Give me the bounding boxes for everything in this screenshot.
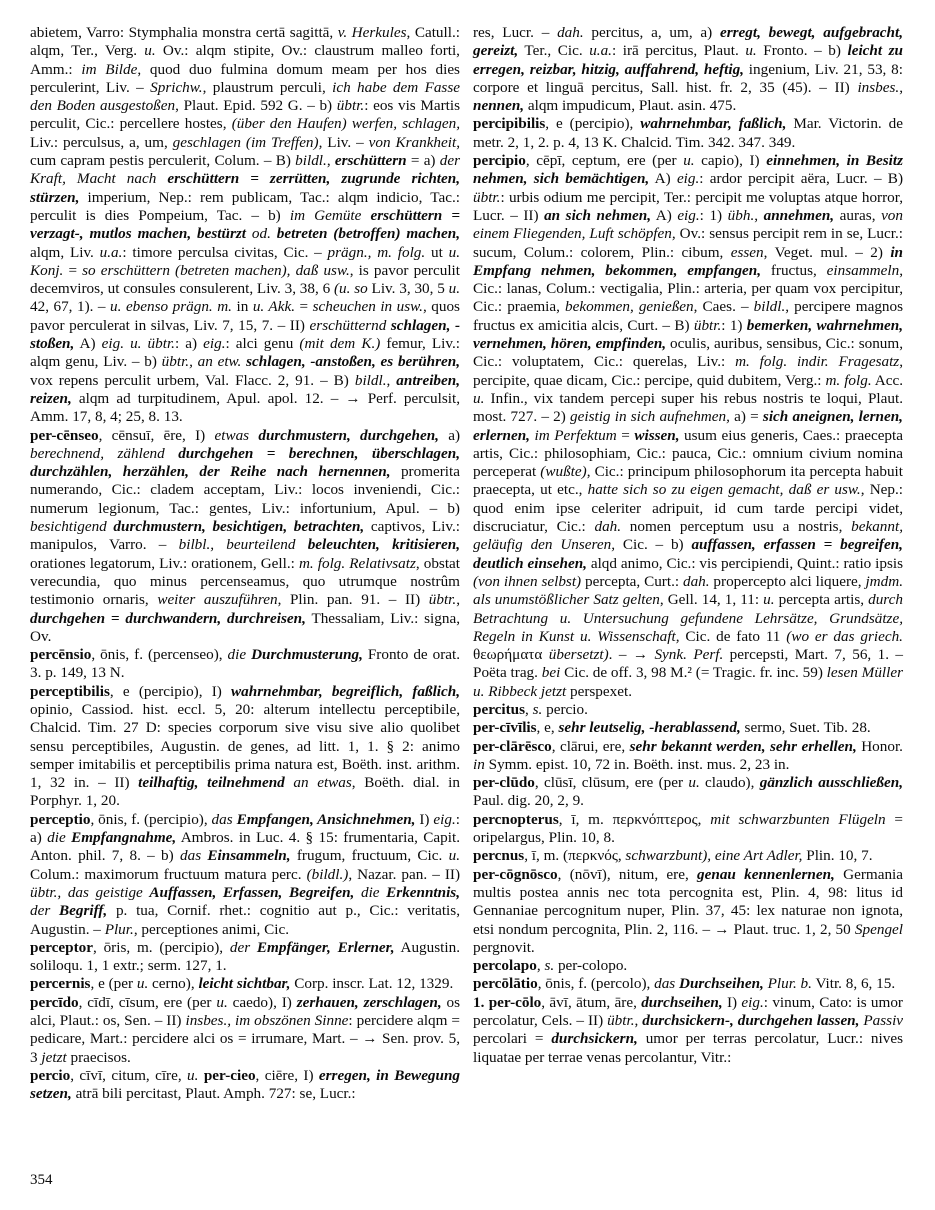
dictionary-entry: perceptio, ōnis, f. (percipio), das Empfangen, Ansichnehmen, I) eig.: a) die Empfangnahme, Ambros. in Luc. 4. § 15: frumentaria, Capit. Anton. phil. 7, 8. – b) das Einsammeln, frugum, fructuum, Cic. u. Colum.: maximorum fructuum matura perc. (bildl.), Nazar. pan. – II) übtr., das geistige Auffassen, Erfassen, Begreifen, die Erkenntnis, der Begriff, p. tua, Cornif. rhet.: cognitio aut p., Cic.: veritatis, Augustin. – Plur., perceptiones animi, Cic. bbox=[30, 810, 461, 938]
dictionary-entry: per-clūdo, clūsī, clūsum, ere (per u. claudo), gänzlich ausschließen, Paul. dig. 20, 2, 9. bbox=[473, 774, 904, 810]
left-column bbox=[30, 24, 460, 1104]
dictionary-entry: percnus, ī, m. (περκνός, schwarzbunt), eine Art Adler, Plin. 10, 7. bbox=[473, 847, 873, 865]
dictionary-entry: percipibilis, e (percipio), wahrnehmbar, faßlich, Mar. Victorin. de metr. 2, 1, 2. p. 4, 13 K. Chalcid. Tim. 342. 347. 349. bbox=[473, 115, 903, 151]
dictionary-entry: percēnsio, ōnis, f. (percenseo), die Durchmusterung, Fronto de orat. 3. p. 149, 13 N. bbox=[30, 646, 461, 682]
dictionary-entry: 1. per-cōlo, āvī, ātum, āre, durchseihen, I) eig.: vinum, Cato: is umor percolatur, Cels. – II) übtr., durchsickern-, durchgehen lassen, Passiv percolari = durchsickern, umor per terras percolatur, Lucr.: nives liquatae per terrae venas percolantur, Vitr.: bbox=[473, 993, 904, 1066]
dictionary-entry: perceptor, ōris, m. (percipio), der Empfänger, Erlerner, Augustin. soliloqu. 1, 1 extr.; serm. 127, 1. bbox=[30, 938, 460, 975]
dictionary-entry: percio, cīvī, citum, cīre, u. per-cieo, ciēre, I) erregen, in Bewegung setzen, atrā bili percitast, Plaut. Amph. 727: se, Lucr.: bbox=[30, 1066, 461, 1103]
dictionary-entry: percipio, cēpī, ceptum, ere (per u. capio), I) einnehmen, in Besitz nehmen, sich bemächtigen, A) eig.: ardor percipit aëra, Lucr. – B) übtr.: urbis odium me percipit, Ter.: percipit me voluptas atque horror, Lucr. – II) an sich nehmen, A) eig.: 1) übh., annehmen, auras, von einem Fliegenden, Luft schöpfen, Ov.: sensus percipit rem in se, Lucr.: sucum, Colum.: colorem, Plin.: cibum, essen, Veget. mul. – 2) in Empfang nehmen, bekommen, empfangen, fructus, einsammeln, Cic.: lanas, Colum.: vectigalia, Plin.: arteria, per quam vox percipitur, Cic.: praemia, bekommen, genießen, Caes. – bildl., percipere magnos fructus ex amicitia alcis, Curt. – B) übtr.: 1) bemerken, wahrnehmen, vernehmen, hören, empfinden, oculis, auribus, sensibus, Cic.: sonum, Cic.: voluptatem, Cic.: querelas, Liv.: m. folg. indir. Fragesatz, percipite, quae dicam, Cic.: percipe, quid dubitem, Verg.: m. folg. Acc. u. Infin., vix tandem percepi super his rebus nostris te loqui, Plaut. most. 727. – 2) geistig in sich aufnehmen, a) = sich aneignen, lernen, erlernen, im Perfektum = wissen, usum eius generis, Caes.: praecepta artis, Cic.: philosophiam, Cic.: pauca, Cic.: omnium civium nomina perceperat (wußte), Cic.: principum philosophorum ita percepta habuit praecepta, ut etc., hatte sich so zu eigen gemacht, daß er usw., Nep.: quod enim ipse celeriter adripuit, id cum tarde percipi videt, discruciatur, Cic.: dah. nomen perceptum usu a nostris, bekannt, geläufig den Unseren, Cic. – b) auffassen, erfassen = begreifen, deutlich einsehen, alqd animo, Cic.: vis percipiendi, Quint.: ratio ipsis (von ihnen selbst) percepta, Curt.: dah. propercepto alci liquere, jmdm. als unumstößlicher Satz gelten, Gell. 14, 1, 11: u. percepta artis, durch Betrachtung u. Untersuchung gefundene Lehrsätze, Grundsätze, Regeln in Kunst u. Wissenschaft, Cic. de fato 11 (wo er das griech. θεωρήματα übersetzt). – → Synk. Perf. percepsti, Mart. 7, 56, 1. – Poëta trag. bei Cic. de off. 3, 98 M.² (= Tragic. fr. inc. 59) lesen Müller u. Ribbeck jetzt perspexet. bbox=[473, 152, 904, 700]
dictionary-entry: per-cōgnōsco, (nōvī), nitum, ere, genau kennenlernen, Germania multis postea annis nec tota percognita est, Plin. 4, 98: litus id Gennaniae percognitum nuper, Plin. 37, 45: lex naturae non ignota, etsi nondum percognita, Plin. 2, 116. – → Plaut. truc. 1, 2, 50 Spengel pergnovit. bbox=[473, 865, 903, 956]
dictionary-entry: per-cēnseo, cēnsuī, ēre, I) etwas durchmustern, durchgehen, a) berechnend, zählend durchgehen = berechnen, überschlagen, durchzählen, herzählen, der Reihe nach hernennen, promerita numerando, Cic.: cladem acceptam, Liv.: locos inveniendi, Cic.: numerum legionum, Tac.: gentes, Liv.: infortunium, Apul. – b) besichtigend durchmustern, besichtigen, betrachten, captivos, Liv.: manipulos, Varro. – bilbl., beurteilend beleuchten, kritisieren, orationes legatorum, Liv.: orationem, Gell.: m. folg. Relativsatz, obstat verecundia, quo minus percenseamus, quo utrumque nostrûm testimonio ornaris, weiter auszuführen, Plin. pan. 91. – II) übtr., durchgehen = durchwandern, durchreisen, Thessaliam, Liv.: signa, Ov. bbox=[30, 426, 461, 645]
dictionary-entry: percōlātio, ōnis, f. (percolo), das Durchseihen, Plur. b. Vitr. 8, 6, 15. bbox=[473, 975, 896, 993]
dictionary-entry: percitus, s. percio. bbox=[473, 700, 588, 718]
dictionary-entry: percolapo, s. per-colopo. bbox=[473, 957, 628, 975]
page-number: 354 bbox=[30, 1172, 53, 1188]
dictionary-entry: per-clārēsco, clārui, ere, sehr bekannt werden, sehr erhellen, Honor. in Symm. epist. 10, 72 in. Boëth. inst. mus. 2, 23 in. bbox=[473, 737, 903, 773]
text-columns bbox=[30, 24, 903, 1104]
dictionary-entry: percīdo, cīdī, cīsum, ere (per u. caedo), I) zerhauen, zerschlagen, os alci, Plaut.: os, Sen. – II) insbes., im obszönen Sinne: percidere alqm = pedicare, Mart.: percidere alci os = irrumare, Mart. – → Sen. prov. 5, 3 jetzt praecisos. bbox=[30, 993, 460, 1066]
dictionary-entry: percnopterus, ī, m. περκνόπτερος, mit schwarzbunten Flügeln = oripelargus, Plin. 10, 8. bbox=[473, 810, 904, 847]
dictionary-entry: res, Lucr. – dah. percitus, a, um, a) erregt, bewegt, aufgebracht, gereizt, Ter., Cic. u.a.: irā percitus, Plaut. u. Fronto. – b) leicht zu erregen, reizbar, hitzig, auffahrend, heftig, ingenium, Liv. 21, 53, 8: corpore et linguā percitus, Sall. hist. fr. 2, 35 (45). – II) insbes., nennen, alqm impudicum, Plaut. asin. 475. bbox=[473, 24, 904, 115]
dictionary-entry: perceptibilis, e (percipio), I) wahrnehmbar, begreiflich, faßlich, opinio, Cassiod. hist. eccl. 5, 20: alterum intellectu perceptibile, Chalcid. Tim. 27 D: species corporum sive visu sive alio quolibet sensu perceptibiles, Augustin. de genes, ad litt. 1, 1. § 2: animo semper imitabilis et perceptibilis prima natura est, Boëth. inst. arithm. 1, 32 in. – II) teilhaftig, teilnehmend an etwas, Boëth. dial. in Porphyr. 1, 20. bbox=[30, 682, 460, 810]
right-column bbox=[473, 24, 903, 1104]
dictionary-entry: per-cīvīlis, e, sehr leutselig, -herablassend, sermo, Suet. Tib. 28. bbox=[473, 719, 871, 737]
dictionary-entry: percernis, e (per u. cerno), leicht sichtbar, Corp. inscr. Lat. 12, 1329. bbox=[30, 975, 454, 993]
dictionary-entry: abietem, Varro: Stymphalia monstra certā sagittā, v. Herkules, Catull.: alqm, Ter., Verg. u. Ov.: alqm stipite, Ov.: claustrum malleo forti, Amm.: im Bilde, quod duo fulmina domum meam per hos dies perculerint, Liv. – Sprichw., plaustrum perculi, ich habe dem Fasse den Boden ausgestoßen, Plaut. Epid. 592 G. – b) übtr.: eos vis Martis perculit, Cic.: percellere hostes, (über den Haufen) werfen, schlagen, Liv.: perculsus, a, um, geschlagen (im Treffen), Liv. – von Krankheit, cum capram pestis perculerit, Colum. – B) bildl., erschüttern = a) der Kraft, Macht nach erschüttern = zerrütten, zugrunde richten, stürzen, imperium, Nep.: rem publicam, Tac.: alqm indicio, Tac.: perculit is dies Pompeium, Tac. – b) im Gemüte erschüttern = verzagt-, mutlos machen, bestürzt od. betreten (betroffen) machen, alqm, Liv. u.a.: timore perculsa civitas, Cic. – prägn., m. folg. ut u. Konj. = so erschüttern (betreten machen), daß usw., is pavor perculit decemviros, ut consules consulerent, Liv. 3, 38, 6 (u. so Liv. 3, 30, 5 u. 42, 67, 1). – u. ebenso prägn. m. in u. Akk. = scheuchen in usw., quos pavor perculerat in silvas, Liv. 7, 15, 7. – II) erschütternd schlagen, -stoßen, A) eig. u. übtr.: a) eig.: alci genu (mit dem K.) femur, Liv.: alqm genu, Liv. – b) übtr., an etw. schlagen, -anstoßen, es berühren, vox repens perculit urbem, Val. Flacc. 2, 91. – B) bildl., antreiben, reizen, alqm ad turpitudinem, Apul. apol. 12. – → Perf. perculsit, Amm. 17, 8, 4; 25, 8. 13. bbox=[30, 24, 461, 426]
